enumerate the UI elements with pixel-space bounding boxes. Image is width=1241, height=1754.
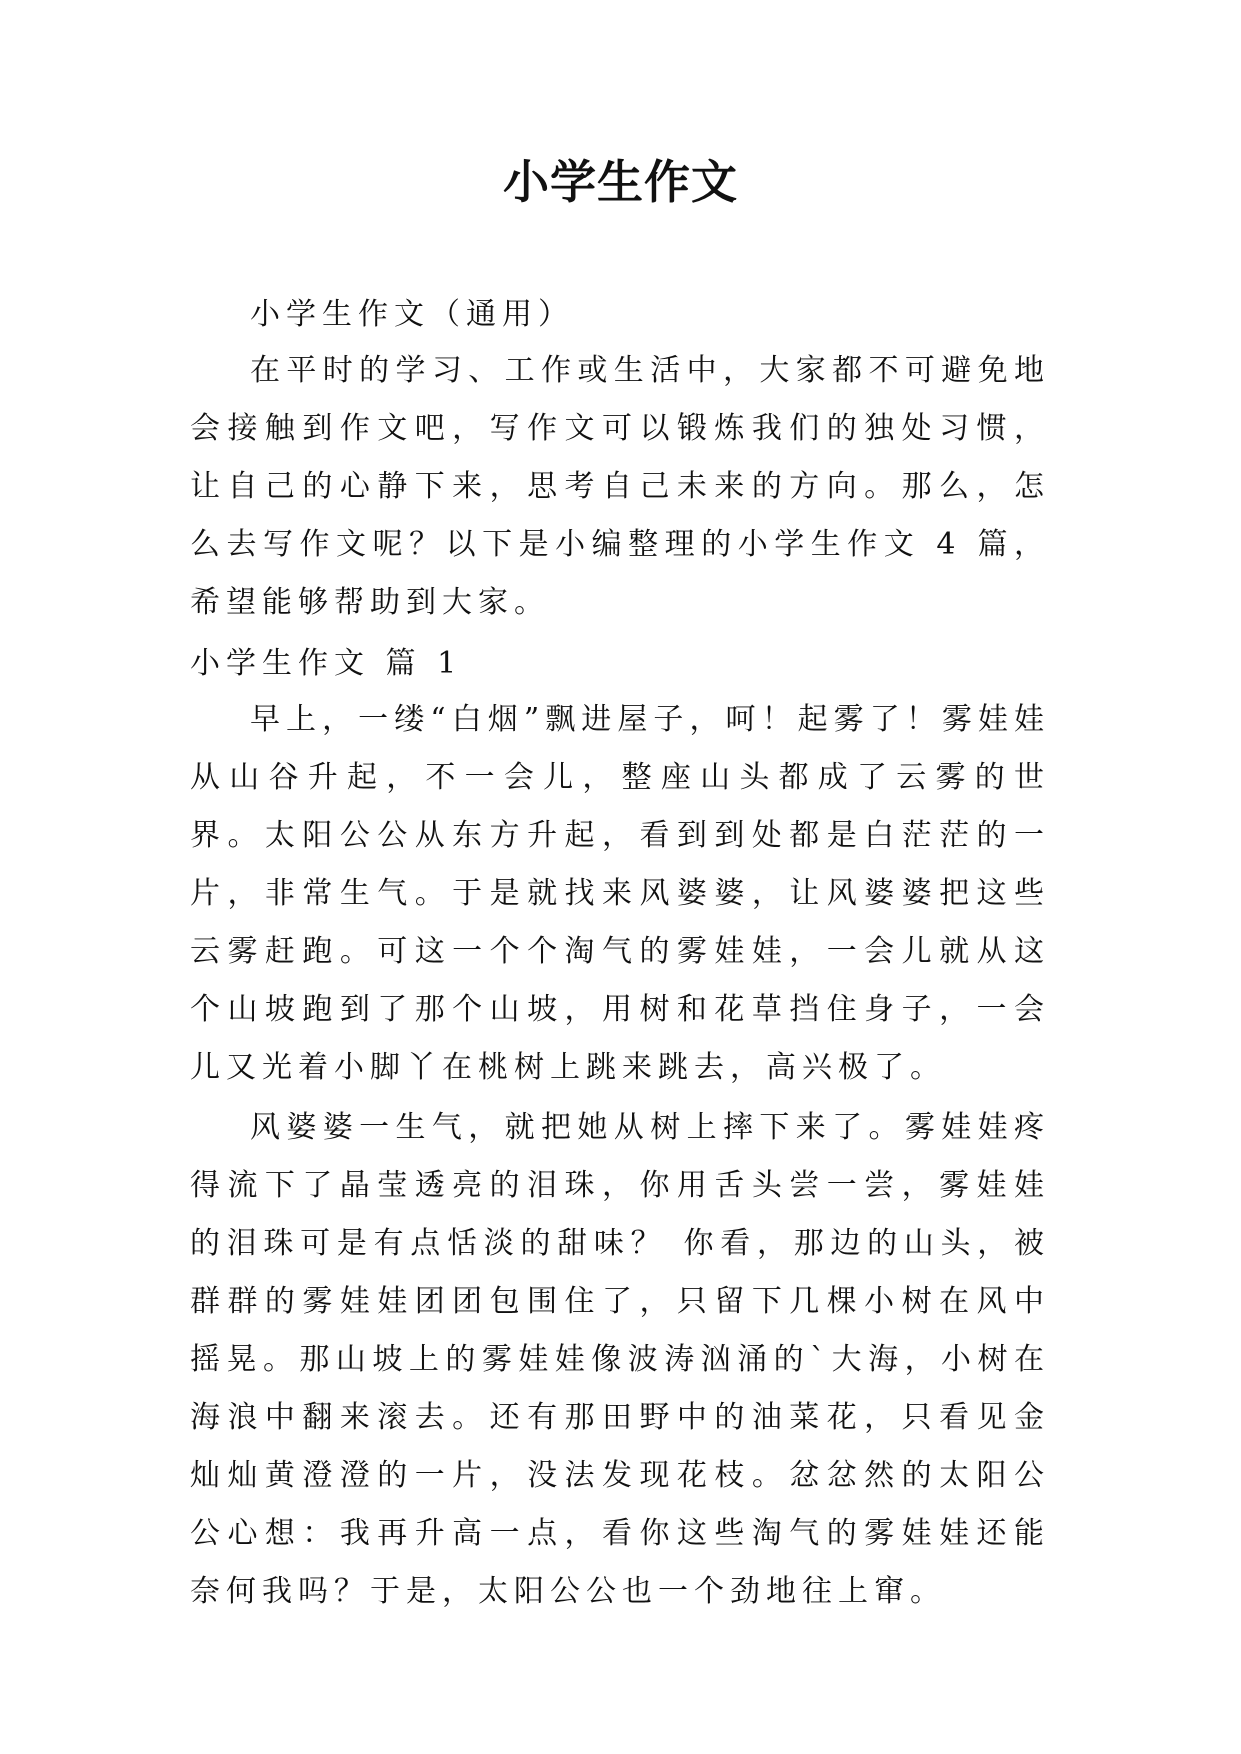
essay-paragraph: 风婆婆一生气，就把她从树上摔下来了。雾娃娃疼得流下了晶莹透亮的泪珠，你用舌头尝一尝，雾娃娃的泪珠可是有点恬淡的甜味？ 你看，那边的山头，被群群的雾娃娃团团包围住了，只留下几棵小树在风中摇晃。那山坡上的雾娃娃像波涛汹涌的`大海，小树在海浪中翻来滚去。还有那田野中的油菜花，只看见金灿灿黄澄澄的一片，没法发现花枝。忿忿然的太阳公公心想：我再升高一点，看你这些淘气的雾娃娃还能奈何我吗？于是，太阳公公也一个劲地往上窜。 [190, 1110, 1050, 1609]
intro-block [190, 342, 1050, 632]
essay-paragraph: 早上，一缕“白烟”飘进屋子，呵！起雾了！雾娃娃从山谷升起，不一会儿，整座山头都成了云雾的世界。太阳公公从东方升起，看到到处都是白茫茫的一片，非常生气。于是就找来风婆婆，让风婆婆把这些云雾赶跑。可这一个个淘气的雾娃娃，一会儿就从这个山坡跑到了那个山坡，用树和花草挡住身子，一会儿又光着小脚丫在桃树上跳来跳去，高兴极了。 [190, 702, 1050, 1085]
essay-body [190, 691, 1050, 1623]
section-heading: 小学生作文 篇 1 [190, 646, 463, 681]
intro-paragraph: 在平时的学习、工作或生活中，大家都不可避免地会接触到作文吧，写作文可以锻炼我们的独处习惯，让自己的心静下来，思考自己未来的方向。那么，怎么去写作文呢？以下是小编整理的小学生作文 4 篇，希望能够帮助到大家。 [190, 353, 1050, 620]
document-title: 小学生作文 [503, 155, 738, 209]
section-heading-block [190, 635, 1050, 693]
document-subtitle-block [190, 286, 1050, 344]
document-subtitle: 小学生作文（通用） [250, 297, 574, 332]
